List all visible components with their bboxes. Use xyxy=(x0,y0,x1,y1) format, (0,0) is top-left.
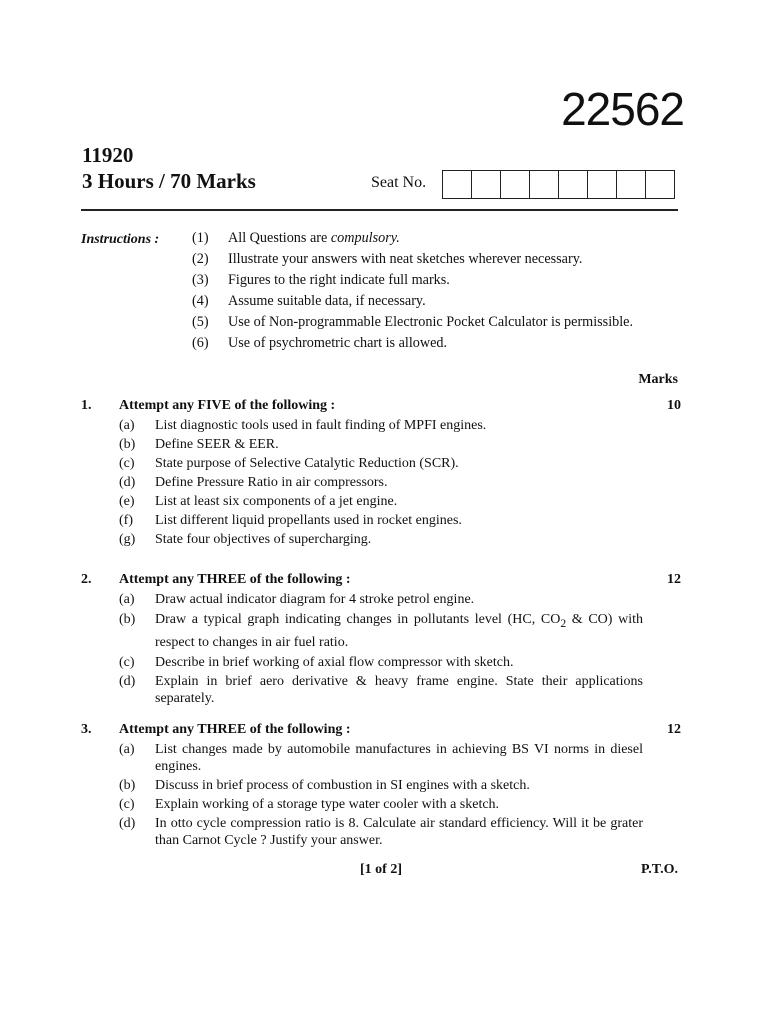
instruction-number: (1) xyxy=(192,230,209,246)
sub-question-text: List at least six components of a jet engine. xyxy=(155,494,398,509)
seat-number-box[interactable] xyxy=(530,170,559,199)
question-title: Attempt any THREE of the following : xyxy=(119,572,351,587)
question-marks: 12 xyxy=(667,722,681,737)
sub-question-label: (c) xyxy=(119,456,135,471)
question-header xyxy=(81,398,681,417)
sub-question xyxy=(81,436,681,453)
page-number: [1 of 2] xyxy=(360,862,402,877)
marks-column-heading: Marks xyxy=(638,372,678,387)
sub-question-label: (a) xyxy=(119,592,135,607)
instruction-number: (2) xyxy=(192,251,209,267)
seat-number-box[interactable] xyxy=(646,170,675,199)
question-title: Attempt any THREE of the following : xyxy=(119,722,351,737)
sub-question xyxy=(81,610,681,652)
sub-question-text: Explain in brief aero derivative & heavy frame engine. State their applications separately. xyxy=(155,673,643,706)
sub-question-label: (d) xyxy=(119,816,136,831)
sub-question-text: Draw actual indicator diagram for 4 stroke petrol engine. xyxy=(155,592,475,607)
sub-question xyxy=(81,741,681,775)
question-number: 1. xyxy=(81,398,92,413)
sub-question-label: (c) xyxy=(119,797,135,812)
sub-question-text: Describe in brief working of axial flow compressor with sketch. xyxy=(155,654,514,670)
sub-question-text: State four objectives of supercharging. xyxy=(155,532,372,547)
sub-question-text: State purpose of Selective Catalytic Reduction (SCR). xyxy=(155,456,459,471)
exam-duration: 3 Hours / 70 Marks xyxy=(82,169,256,193)
instruction-text: Figures to the right indicate full marks. xyxy=(228,272,450,288)
instruction-text: All Questions are compulsory. xyxy=(228,230,400,246)
sub-question-text: Discuss in brief process of combustion in SI engines with a sketch. xyxy=(155,778,530,793)
instruction-item xyxy=(192,335,633,356)
instruction-number: (6) xyxy=(192,335,209,351)
question-2 xyxy=(81,572,681,709)
seat-number-box[interactable] xyxy=(472,170,501,199)
question-title: Attempt any FIVE of the following : xyxy=(119,398,336,413)
sub-question-text: Define Pressure Ratio in air compressors. xyxy=(155,475,388,490)
sub-question xyxy=(81,777,681,794)
paper-code: 22562 xyxy=(561,83,684,135)
sub-question-text: Explain working of a storage type water cooler with a sketch. xyxy=(155,797,500,812)
seat-number-label: Seat No. xyxy=(371,174,427,191)
question-1 xyxy=(81,398,681,550)
sub-question-label: (b) xyxy=(119,612,136,627)
seat-number-box[interactable] xyxy=(617,170,646,199)
sub-question xyxy=(81,474,681,491)
instruction-number: (5) xyxy=(192,314,209,330)
sub-question xyxy=(81,591,681,608)
instructions-label: Instructions : xyxy=(81,232,160,247)
sub-question-text: List different liquid propellants used in rocket engines. xyxy=(155,513,462,528)
sub-question-label: (d) xyxy=(119,673,136,689)
question-3 xyxy=(81,722,681,851)
sub-question xyxy=(81,531,681,548)
instruction-text: Illustrate your answers with neat sketches wherever necessary. xyxy=(228,251,583,267)
header-divider xyxy=(81,209,678,211)
seat-number-box[interactable] xyxy=(443,170,472,199)
instructions-list xyxy=(192,230,633,356)
sub-question-text: Define SEER & EER. xyxy=(155,437,279,452)
seat-number-box[interactable] xyxy=(559,170,588,199)
sub-question-text: List diagnostic tools used in fault finding of MPFI engines. xyxy=(155,418,487,433)
sub-question-label: (d) xyxy=(119,475,136,490)
instruction-text: Assume suitable data, if necessary. xyxy=(228,293,426,309)
question-number: 2. xyxy=(81,572,92,587)
seat-number-box[interactable] xyxy=(588,170,617,199)
instruction-text: Use of psychrometric chart is allowed. xyxy=(228,335,448,351)
sub-question-label: (g) xyxy=(119,532,136,547)
please-turn-over: P.T.O. xyxy=(641,862,678,877)
question-number: 3. xyxy=(81,722,92,737)
seat-number-box[interactable] xyxy=(501,170,530,199)
sub-question-text: List changes made by automobile manufactures in achieving BS VI norms in diesel engines. xyxy=(155,742,643,774)
instruction-item xyxy=(192,314,633,335)
sub-question xyxy=(81,493,681,510)
question-marks: 10 xyxy=(667,398,681,413)
instruction-item xyxy=(192,230,633,251)
sub-question xyxy=(81,815,681,849)
instruction-number: (4) xyxy=(192,293,209,309)
sub-question-label: (e) xyxy=(119,494,135,509)
question-header xyxy=(81,572,681,591)
sub-question-label: (a) xyxy=(119,742,135,757)
sub-question xyxy=(81,417,681,434)
sub-question-label: (b) xyxy=(119,778,136,793)
instruction-text: Use of Non-programmable Electronic Pocket Calculator is permissible. xyxy=(228,314,634,330)
sub-question xyxy=(81,455,681,472)
sub-question-text: In otto cycle compression ratio is 8. Calculate air standard efficiency. Will it be grater than Carnot Cycle ? Justify your answer. xyxy=(155,816,643,848)
sub-question-label: (f) xyxy=(119,513,133,528)
sub-question xyxy=(81,796,681,813)
instruction-item xyxy=(192,251,633,272)
instruction-number: (3) xyxy=(192,272,209,288)
seat-number-boxes[interactable] xyxy=(442,170,675,199)
sub-question-text: Draw a typical graph indicating changes in pollutants level (HC, $CO_2$ & CO) with respect to changes in air fuel ratio. xyxy=(155,612,643,650)
sub-question-label: (a) xyxy=(119,418,135,433)
sub-question xyxy=(81,654,681,671)
instruction-item xyxy=(192,272,633,293)
sub-question xyxy=(81,673,681,707)
sub-question xyxy=(81,512,681,529)
instruction-item xyxy=(192,293,633,314)
question-marks: 12 xyxy=(667,572,681,587)
subject-code: 11920 xyxy=(82,143,134,167)
sub-question-label: (c) xyxy=(119,654,135,670)
sub-question-label: (b) xyxy=(119,437,136,452)
question-header xyxy=(81,722,681,741)
